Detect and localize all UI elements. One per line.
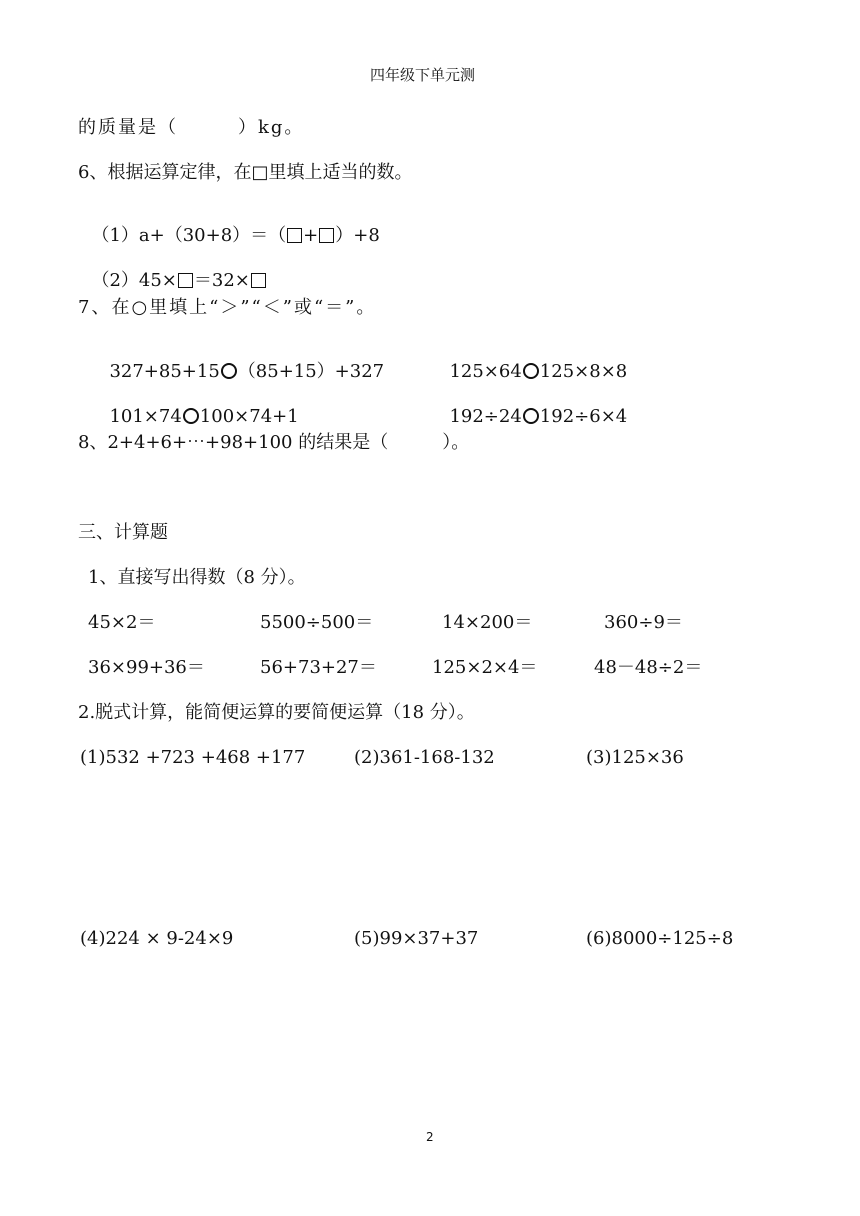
item-text: （2）45× bbox=[91, 270, 177, 291]
problem-4: (4)224 × 9-24×9 bbox=[80, 928, 234, 949]
question-5-tail: 的质量是（ ）kg。 bbox=[78, 117, 305, 138]
question-6-item-2 bbox=[80, 254, 267, 290]
item-text: 125×8×8 bbox=[539, 361, 628, 382]
problem-1: (1)532 +723 +468 +177 bbox=[80, 747, 306, 768]
blank-box bbox=[178, 273, 193, 288]
blank-circle bbox=[523, 363, 539, 379]
item-text: ）+8 bbox=[335, 225, 380, 246]
blank-circle bbox=[221, 363, 237, 379]
item-text: 192÷6×4 bbox=[539, 406, 628, 427]
direct-calc-3: 14×200＝ bbox=[442, 612, 533, 633]
item-text: 192÷24 bbox=[449, 406, 522, 427]
question-6-item-1 bbox=[80, 209, 380, 245]
compare-item-1 bbox=[98, 345, 384, 381]
problem-5: (5)99×37+37 bbox=[354, 928, 479, 949]
item-text: ＝32× bbox=[193, 270, 250, 291]
direct-calc-4: 360÷9＝ bbox=[604, 612, 683, 633]
direct-calc-1: 45×2＝ bbox=[88, 612, 156, 633]
page-number: 2 bbox=[426, 1130, 434, 1144]
blank-box bbox=[319, 228, 334, 243]
problem-2: (2)361-168-132 bbox=[354, 747, 495, 768]
item-text: （85+15）+327 bbox=[237, 361, 385, 382]
direct-calc-7: 125×2×4＝ bbox=[432, 657, 538, 678]
question-8: 8、2+4+6+⋯+98+100 的结果是（ ）。 bbox=[78, 432, 470, 453]
problem-3: (3)125×36 bbox=[586, 747, 684, 768]
item-text: + bbox=[303, 225, 319, 246]
blank-circle bbox=[523, 408, 539, 424]
problem-6: (6)8000÷125÷8 bbox=[586, 928, 734, 949]
direct-calc-2: 5500÷500＝ bbox=[260, 612, 374, 633]
item-text: （1）a+（30+8）＝（ bbox=[91, 225, 287, 246]
direct-calc-6: 56+73+27＝ bbox=[260, 657, 377, 678]
item-text: 101×74 bbox=[109, 406, 182, 427]
compare-item-4 bbox=[438, 390, 627, 426]
compare-item-2 bbox=[438, 345, 627, 381]
direct-calc-5: 36×99+36＝ bbox=[88, 657, 205, 678]
question-6-title: 6、根据运算定律，在□里填上适当的数。 bbox=[78, 162, 413, 183]
item-text: 100×74+1 bbox=[199, 406, 299, 427]
page-header: 四年级下单元测 bbox=[370, 66, 476, 84]
question-7-title: 7、在○里填上“＞”“＜”或“＝”。 bbox=[78, 297, 377, 318]
subsection-1-title: 1、直接写出得数（8 分）。 bbox=[88, 567, 306, 588]
item-text: 327+85+15 bbox=[109, 361, 220, 382]
direct-calc-8: 48－48÷2＝ bbox=[594, 657, 703, 678]
section-3-title: 三、计算题 bbox=[78, 522, 168, 543]
blank-circle bbox=[183, 408, 199, 424]
subsection-2-title: 2.脱式计算，能简便运算的要简便运算（18 分）。 bbox=[78, 702, 475, 723]
blank-box bbox=[287, 228, 302, 243]
compare-item-3 bbox=[98, 390, 299, 426]
item-text: 125×64 bbox=[449, 361, 522, 382]
blank-box bbox=[251, 273, 266, 288]
